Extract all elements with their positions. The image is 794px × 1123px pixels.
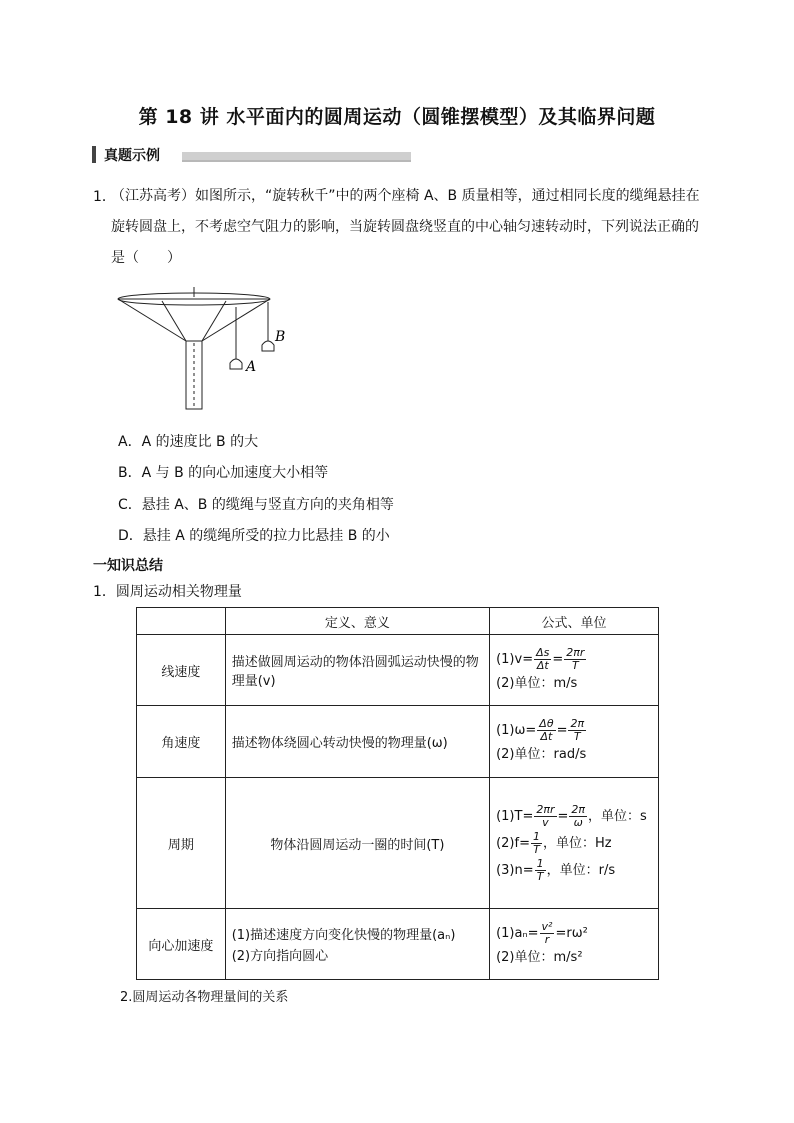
option-a: A．A 的速度比 B 的大 <box>118 434 259 450</box>
row-formula: (1)T= $\frac{2\pi r}{v}$ = $\frac{2\pi}{\omega}$ ，单位：s (2)f= $\frac{1}{T}$ ，单位：Hz (3)n= $\frac{1}{T}$ ，单位：r/s <box>490 778 659 909</box>
question-text-line-1: （江苏高考）如图所示，“旋转秋千”中的两个座椅 A、B 质量相等，通过相同长度的缆绳悬挂在 <box>111 188 700 204</box>
row-definition: (1)描述速度方向变化快慢的物理量(aₙ) (2)方向指向圆心 <box>225 909 489 980</box>
header-blank <box>137 608 226 635</box>
row-definition: 描述做圆周运动的物体沿圆弧运动快慢的物理量(v) <box>225 635 489 706</box>
header-definition: 定义、意义 <box>225 608 489 635</box>
page-title: 第 18 讲 水平面内的圆周运动（圆锥摆模型）及其临界问题 <box>138 106 656 128</box>
row-formula: (1)ω= $\frac{\Delta\theta}{\Delta t}$ = $\frac{2\pi}{T}$ (2)单位：rad/s <box>490 706 659 778</box>
question-text-line-3: 是（ ） <box>111 250 181 266</box>
option-d: D．悬挂 A 的缆绳所受的拉力比悬挂 B 的小 <box>118 528 390 544</box>
seat-b <box>262 341 274 351</box>
option-b: B．A 与 B 的向心加速度大小相等 <box>118 465 329 481</box>
question-number: 1． <box>93 189 116 205</box>
subheading-1: 1．圆周运动相关物理量 <box>93 584 242 600</box>
section-label: 真题示例 <box>104 148 160 164</box>
row-definition: 描述物体绕圆心转动快慢的物理量(ω) <box>225 706 489 778</box>
section-marker <box>92 146 96 163</box>
seat-a <box>230 359 242 369</box>
quantities-table <box>136 607 659 980</box>
table-header-row <box>137 608 659 635</box>
row-formula: (1)aₙ= $\frac{\text{v²}}{r}$ =rω² (2)单位：m/s² <box>490 909 659 980</box>
rotating-swing-figure <box>110 285 300 415</box>
row-name: 角速度 <box>137 706 226 778</box>
option-c: C．悬挂 A、B 的缆绳与竖直方向的夹角相等 <box>118 497 394 513</box>
row-name: 周期 <box>137 778 226 909</box>
header-formula: 公式、单位 <box>490 608 659 635</box>
row-definition: 物体沿圆周运动一圈的时间(T) <box>225 778 489 909</box>
label-b: B <box>275 329 286 345</box>
table-row <box>137 909 659 980</box>
table-row <box>137 778 659 909</box>
subheading-2: 2.圆周运动各物理量间的关系 <box>120 990 289 1005</box>
table-row <box>137 635 659 706</box>
row-name: 向心加速度 <box>137 909 226 980</box>
label-a: A <box>246 359 257 375</box>
row-formula: (1)v= $\frac{\Delta s}{\Delta t}$ = $\frac{2\pi r}{T}$ (2)单位：m/s <box>490 635 659 706</box>
table-row <box>137 706 659 778</box>
row-name: 线速度 <box>137 635 226 706</box>
section-rule <box>182 152 411 162</box>
question-text-line-2: 旋转圆盘上，不考虑空气阻力的影响，当旋转圆盘绕竖直的中心轴匀速转动时，下列说法正确的 <box>111 219 699 235</box>
summary-heading: 一知识总结 <box>93 558 163 574</box>
